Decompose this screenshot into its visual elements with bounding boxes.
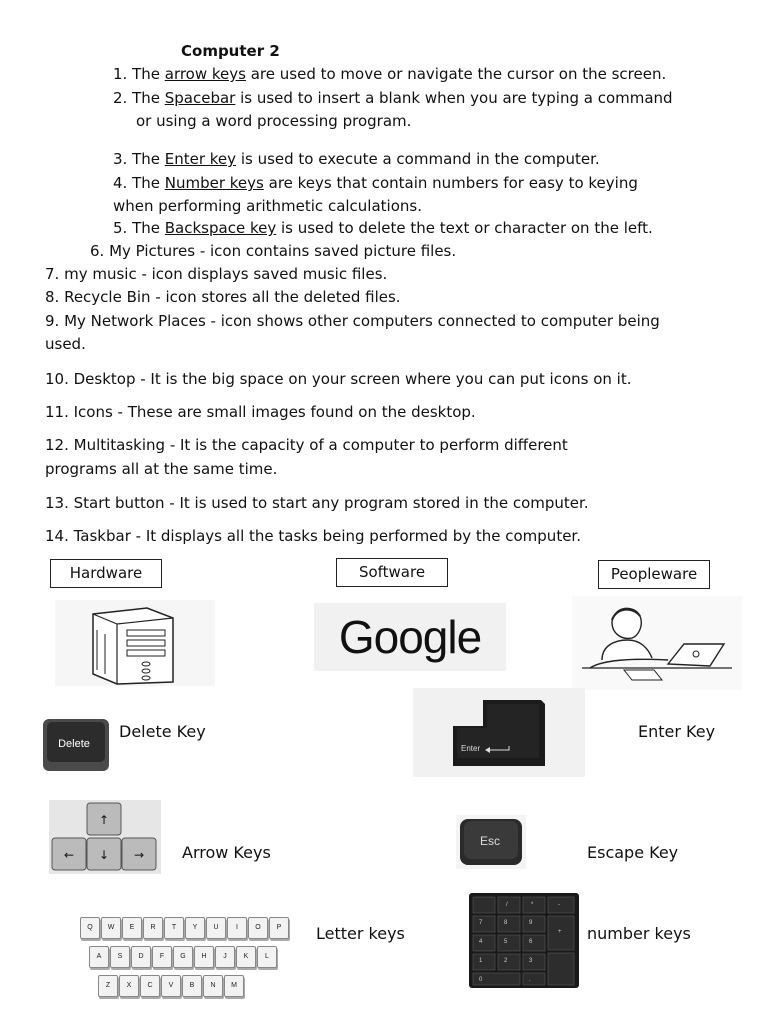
arrow-keys-icon (49, 800, 161, 874)
letter-key: T (164, 917, 184, 939)
page-title: Computer 2 (181, 42, 280, 60)
letter-key: C (140, 975, 160, 997)
letter-key: I (227, 917, 247, 939)
svg-text:1: 1 (479, 958, 483, 964)
number-keypad-icon (469, 893, 579, 988)
svg-text:↓: ↓ (98, 848, 110, 862)
google-logo-text: Google (338, 611, 482, 663)
list-item: 11. Icons - These are small images found on the desktop. (45, 403, 476, 421)
computer-tower-icon (55, 600, 215, 686)
list-item: 1. The arrow keys are used to move or navigate the cursor on the screen. (113, 65, 667, 83)
letter-key: Q (80, 917, 100, 939)
letter-key: R (143, 917, 163, 939)
peopleware-box: Peopleware (598, 560, 710, 589)
letter-key: J (215, 946, 235, 968)
svg-text:←: ← (63, 848, 75, 862)
enter-key-photo (413, 688, 585, 777)
letter-key: U (206, 917, 226, 939)
letter-key: M (224, 975, 244, 997)
letter-key: Z (98, 975, 118, 997)
letter-key: X (119, 975, 139, 997)
enter-keycap-label: Enter (461, 744, 481, 753)
letter-key: H (194, 946, 214, 968)
arrow-keys-label: Arrow Keys (182, 843, 271, 862)
enter-key-icon (413, 688, 585, 777)
list-item: 6. My Pictures - icon contains saved picture files. (90, 242, 457, 260)
letter-key: B (182, 975, 202, 997)
letter-key: F (152, 946, 172, 968)
letter-key: Y (185, 917, 205, 939)
letter-key: O (248, 917, 268, 939)
letter-key: E (122, 917, 142, 939)
letter-key: S (110, 946, 130, 968)
svg-text:7: 7 (479, 920, 483, 926)
list-item: 13. Start button - It is used to start any program stored in the computer. (45, 494, 589, 512)
delete-key-icon (43, 719, 109, 771)
google-logo (314, 603, 506, 671)
list-item: or using a word processing program. (136, 112, 412, 130)
svg-text:6: 6 (529, 939, 533, 945)
delete-keycap-label: Delete (58, 738, 90, 750)
software-box: Software (336, 558, 448, 587)
delete-key-label: Delete Key (119, 722, 206, 741)
letter-key: L (257, 946, 277, 968)
svg-text:↑: ↑ (98, 813, 110, 827)
letter-key: N (203, 975, 223, 997)
svg-text:/: / (506, 902, 508, 908)
letter-key: V (161, 975, 181, 997)
svg-text:-: - (558, 902, 560, 908)
list-item: used. (45, 335, 86, 353)
svg-text:5: 5 (504, 939, 508, 945)
svg-text:4: 4 (479, 939, 483, 945)
letter-key: G (173, 946, 193, 968)
letter-key: A (89, 946, 109, 968)
escape-key-icon (456, 815, 526, 869)
number-keys-label: number keys (587, 924, 691, 943)
letter-key: P (269, 917, 289, 939)
person-with-laptop-icon (572, 596, 742, 690)
svg-text:3: 3 (529, 958, 533, 964)
svg-text:*: * (531, 902, 534, 908)
list-item: 10. Desktop - It is the big space on your screen where you can put icons on it. (45, 370, 632, 388)
list-item: when performing arithmetic calculations. (113, 197, 422, 215)
list-item: 3. The Enter key is used to execute a command in the computer. (113, 150, 600, 168)
svg-text:2: 2 (504, 958, 508, 964)
svg-text:0: 0 (479, 977, 483, 983)
enter-key-label: Enter Key (638, 722, 716, 741)
letter-keys-icon (80, 917, 300, 1001)
list-item: 14. Taskbar - It displays all the tasks being performed by the computer. (45, 527, 581, 545)
letter-key: D (131, 946, 151, 968)
list-item: 7. my music - icon displays saved music files. (45, 265, 388, 283)
letter-keys-label: Letter keys (316, 924, 405, 943)
svg-text:.: . (529, 977, 531, 983)
svg-text:+: + (558, 929, 562, 935)
escape-key-label: Escape Key (587, 843, 679, 862)
list-item: 5. The Backspace key is used to delete the text or character on the left. (113, 219, 653, 237)
list-item: 4. The Number keys are keys that contain numbers for easy to keying (113, 174, 638, 192)
esc-keycap-label: Esc (480, 834, 501, 848)
letter-key: W (101, 917, 121, 939)
svg-text:9: 9 (529, 920, 533, 926)
svg-text:8: 8 (504, 920, 508, 926)
letter-key: K (236, 946, 256, 968)
svg-text:→: → (133, 848, 145, 862)
hardware-box: Hardware (50, 559, 162, 588)
list-item: 2. The Spacebar is used to insert a blank when you are typing a command (113, 89, 673, 107)
list-item: programs all at the same time. (45, 460, 278, 478)
list-item: 9. My Network Places - icon shows other computers connected to computer being (45, 312, 660, 330)
list-item: 8. Recycle Bin - icon stores all the deleted files. (45, 288, 401, 306)
list-item: 12. Multitasking - It is the capacity of a computer to perform different (45, 436, 568, 454)
